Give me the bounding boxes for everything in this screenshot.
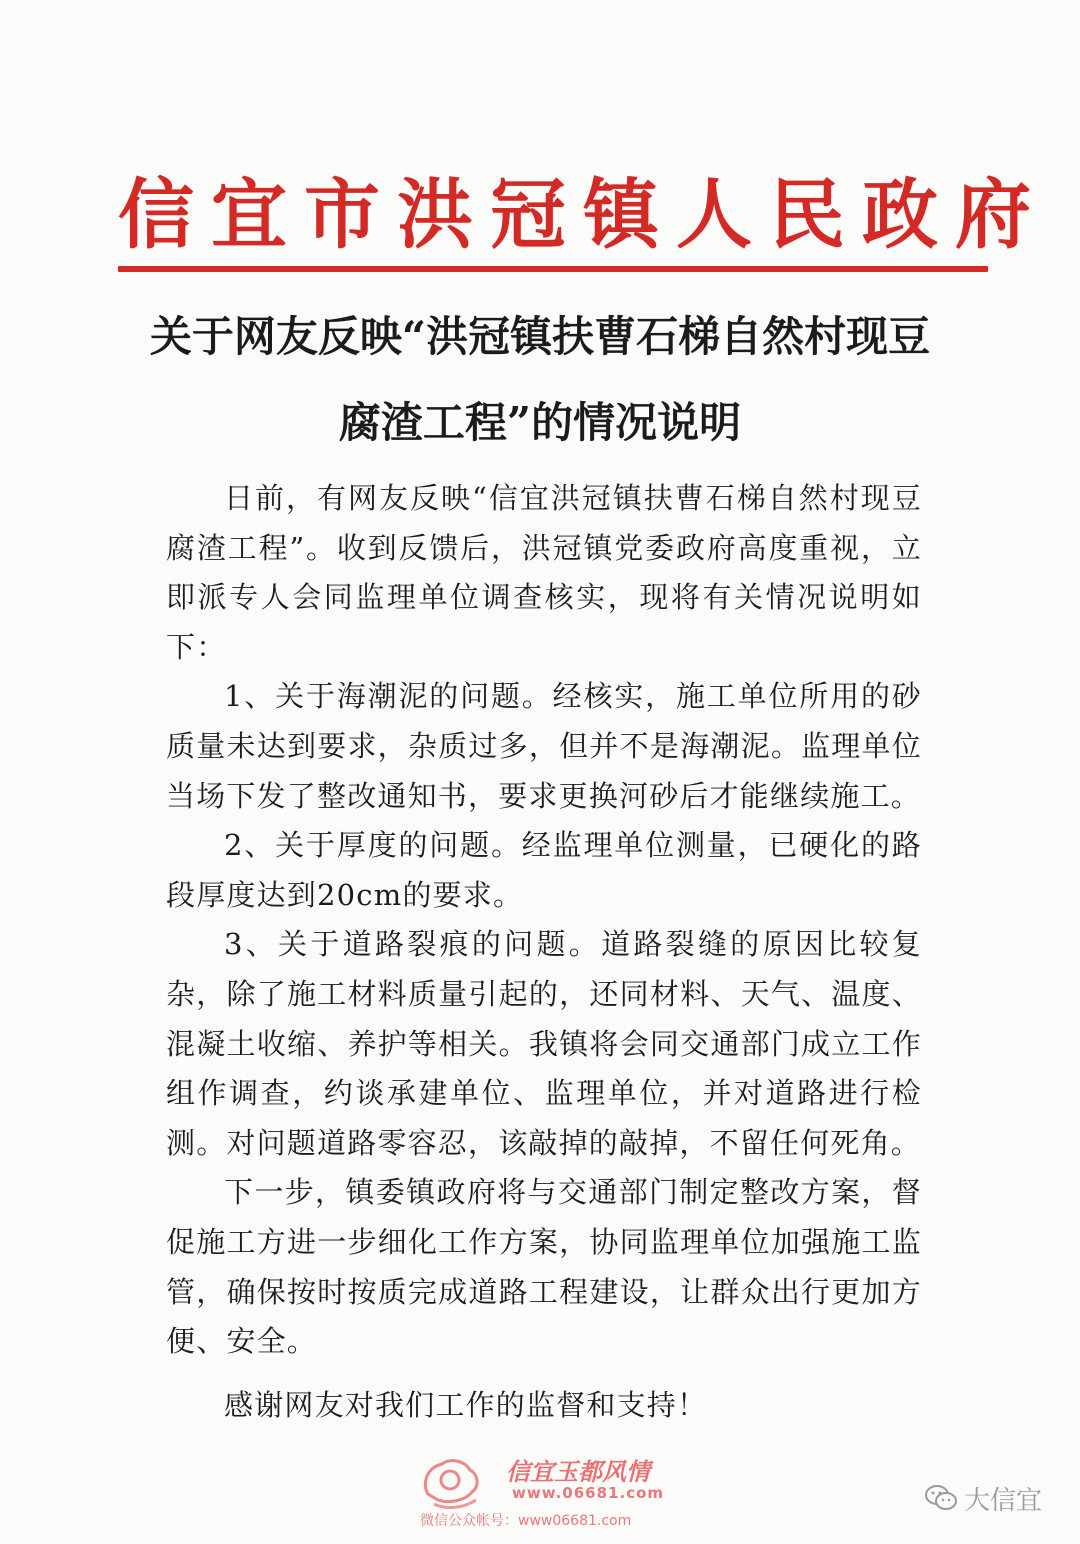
site-watermark [420,1452,680,1532]
wechat-account-name: 大信宜 [964,1485,1043,1516]
watermark-logo-icon [420,1454,482,1510]
letterhead-title: 信宜市洪冠镇人民政府 [118,170,1048,259]
watermark-site: www.06681.com [512,1484,665,1502]
paragraph-item-3: 3、关于道路裂痕的问题。道路裂缝的原因比较复杂，除了施工材料质量引起的，还同材料、天气、温度、混凝土收缩、养护等相关。我镇将会同交通部门成立工作组作调查，约谈承建单位、监理单位，并对道路进行检测。对问题道路零容忍，该敲掉的敲掉，不留任何死角。 [166,927,922,1160]
document-title-line-1: 关于网友反映“洪冠镇扶曹石梯自然村现豆 [149,312,931,361]
paragraph-thanks: 感谢网友对我们工作的监督和支持！ [224,1387,708,1422]
wechat-source-badge [924,1478,1042,1518]
document-title-line-2: 腐渣工程”的情况说明 [338,398,742,447]
paragraph-item-1: 1、关于海潮泥的问题。经核实，施工单位所用的砂质量未达到要求，杂质过多，但并不是海潮泥。监理单位当场下发了整改通知书，要求更换河砂后才能继续施工。 [166,679,922,813]
document-body [166,474,922,1430]
paragraph-next-step: 下一步，镇委镇政府将与交通部门制定整改方案，督促施工方进一步细化工作方案，协同监理单位加强施工监管，确保按时按质完成道路工程建设，让群众出行更加方便、安全。 [166,1175,922,1359]
watermark-account: 微信公众帐号：www06681.com [420,1513,632,1529]
paragraph-item-2: 2、关于厚度的问题。经监理单位测量，已硬化的路段厚度达到20cm的要求。 [166,828,922,912]
wechat-icon [924,1483,958,1513]
letterhead-rule [118,266,988,272]
watermark-name: 信宜玉都风情 [506,1457,650,1486]
paragraph-intro: 日前，有网友反映“信宜洪冠镇扶曹石梯自然村现豆腐渣工程”。收到反馈后，洪冠镇党委政府高度重视，立即派专人会同监理单位调查核实，现将有关情况说明如下： [166,481,922,664]
